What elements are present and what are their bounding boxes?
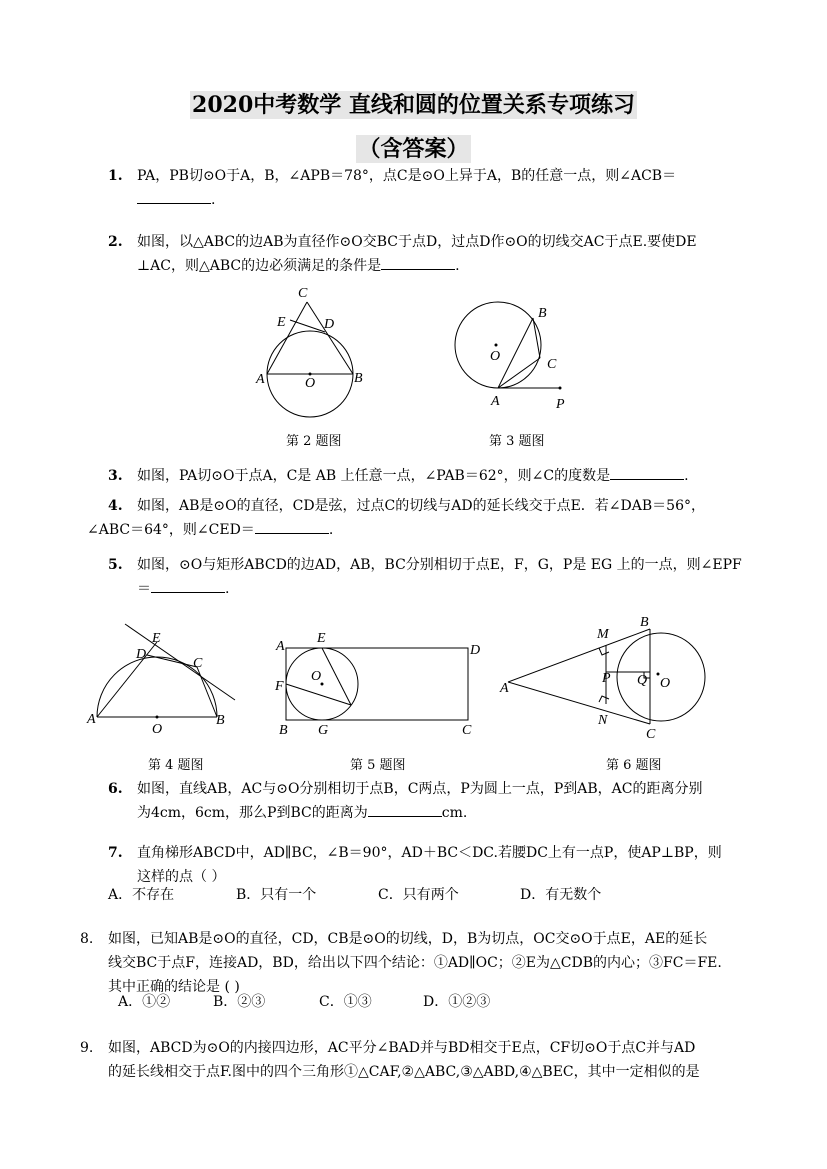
q8-options (118, 990, 490, 1014)
q3-number: 3. (108, 468, 123, 484)
fig3-chord-ac (498, 358, 540, 388)
fig5-line-ep (322, 648, 351, 705)
fig5-label-a: A (276, 639, 285, 654)
q4-number: 4. (108, 498, 123, 514)
fig2-label-e: E (277, 315, 286, 330)
figure-4 (85, 620, 245, 740)
q7-line2: 这样的点（ ） (137, 869, 226, 885)
figure-5 (275, 630, 490, 740)
q9-line2: 的延长线相交于点F.图中的四个三角形①△CAF,②△ABC,③△ABD,④△BEC，其中一定相似的是 (108, 1064, 700, 1080)
fig2-label-c: C (298, 286, 308, 301)
fig5-label-e: E (317, 631, 326, 646)
fig3-center-dot (495, 344, 498, 347)
q7-text (137, 841, 722, 889)
q7-number: 7. (108, 845, 123, 861)
q8-option-b[interactable]: B．②③ (213, 994, 266, 1010)
fig6-label-q: Q (637, 673, 648, 688)
q1-line1: PA，PB切⊙O于A，B，∠APB＝78°，点C是⊙O上异于A，B的任意一点，则∠ACB＝ (137, 168, 677, 184)
fig2-label-b: B (354, 371, 363, 386)
fig4-label-d: D (136, 647, 147, 662)
fig2-caption: 第 2 题图 (286, 434, 342, 449)
fig6-label-o: O (660, 676, 671, 691)
fig4-label-a: A (87, 712, 96, 727)
fig4-label-b: B (216, 713, 225, 728)
q1-number: 1. (108, 168, 123, 184)
page-title: 2020中考数学 直线和圆的位置关系专项练习 (192, 92, 635, 118)
fig2-label-a: A (256, 372, 265, 387)
fig6-label-n: N (598, 713, 608, 728)
q1-answer-blank[interactable] (137, 189, 211, 204)
fig2-label-o: O (305, 376, 316, 391)
fig6-label-p: P (602, 671, 611, 686)
fig4-label-o: O (152, 722, 163, 737)
q3-answer-blank[interactable] (610, 465, 684, 480)
q3-text (137, 464, 689, 488)
fig5-caption: 第 5 题图 (350, 758, 406, 773)
q5-line2: ＝ (137, 581, 151, 597)
fig2-side-bc (307, 302, 353, 374)
q8-line3: 其中正确的结论是 ( ) (108, 979, 240, 995)
q7-option-d[interactable]: D．有无数个 (520, 887, 602, 903)
fig6-label-b: B (640, 615, 649, 630)
fig6-label-a: A (500, 681, 509, 696)
q6-answer-blank[interactable] (368, 802, 442, 817)
q1-line2-end: . (211, 192, 216, 208)
q7-line1: 直角梯形ABCD中，AD∥BC，∠B＝90°，AD＋BC＜DC.若腰DC上有一点P，使AP⊥BP，则 (137, 845, 722, 861)
q6-number: 6. (108, 781, 123, 797)
q4-answer-blank[interactable] (255, 519, 329, 534)
figure-2 (250, 280, 370, 430)
q7-option-a[interactable]: A．不存在 (108, 887, 175, 903)
fig5-line-fp (286, 684, 351, 705)
q8-option-d[interactable]: D．①②③ (423, 994, 491, 1010)
fig5-rectangle (286, 648, 468, 720)
q8-line1: 如图，已知AB是⊙O的直径，CD，CB是⊙O的切线，D，B为切点，OC交⊙O于点E，AE的延长 (108, 931, 708, 947)
fig5-label-o: O (311, 669, 322, 684)
q9-number: 9. (80, 1040, 94, 1056)
fig5-label-c: C (462, 723, 472, 738)
fig3-label-c: C (547, 357, 557, 372)
fig5-label-g: G (318, 723, 329, 738)
fig3-label-a: A (491, 394, 500, 409)
q9-line1: 如图，ABCD为⊙O的内接四边形，AC平分∠BAD并与BD相交于E点，CF切⊙O于点C并与AD (108, 1040, 696, 1056)
q1-text (137, 164, 676, 212)
fig6-tangent-ab (508, 629, 650, 682)
q8-text (108, 927, 722, 999)
q3-line1: 如图，PA切⊙O于点A，C是 AB 上任意一点，∠PAB＝62°，则∠C的度数是 (137, 468, 611, 484)
q4-line2-wrap (87, 518, 333, 542)
q4-line1: 如图，AB是⊙O的直径，CD是弦，过点C的切线与AD的延长线交于点E．若∠DAB＝56°， (137, 498, 705, 514)
fig4-line-ae (97, 642, 157, 717)
q2-line1: 如图，以△ABC的边AB为直径作⊙O交BC于点D，过点D作⊙O的切线交AC于点E.要使DE (137, 234, 697, 250)
q6-line2-end: cm. (441, 805, 468, 821)
q2-answer-blank[interactable] (381, 255, 455, 270)
q8-option-a[interactable]: A．①② (118, 994, 171, 1010)
fig3-label-b: B (538, 306, 547, 321)
fig3-chord-bc (533, 318, 540, 358)
q6-text (137, 777, 703, 825)
q2-line2: ⊥AC，则△ABC的边必须满足的条件是 (137, 258, 382, 274)
q3-line1-end: . (684, 468, 689, 484)
q9-text (108, 1036, 700, 1084)
fig4-caption: 第 4 题图 (148, 758, 204, 773)
fig6-label-c: C (646, 727, 656, 742)
fig3-circle (455, 302, 541, 388)
fig6-right-angle-m (599, 648, 609, 655)
q7-options (108, 883, 601, 907)
q2-number: 2. (108, 234, 123, 250)
fig3-chord-ab (498, 318, 533, 388)
q4-line2-end: . (328, 522, 334, 538)
fig4-label-e: E (152, 631, 161, 646)
fig3-label-o: O (490, 349, 501, 364)
fig5-label-f: F (275, 679, 284, 694)
q8-line2: 线交BC于点F，连接AD，BD，给出以下四个结论：①AD∥OC；②E为△CDB的内心；③FC＝FE. (108, 955, 722, 971)
q2-text (137, 230, 697, 278)
fig6-tangent-ac (508, 682, 650, 724)
fig5-label-b: B (279, 723, 288, 738)
q6-line2: 为4cm，6cm，那么P到BC的距离为 (137, 805, 368, 821)
figure-3 (450, 300, 580, 415)
fig6-caption: 第 6 题图 (606, 758, 662, 773)
fig4-chord-bc (197, 667, 217, 717)
q5-text (137, 553, 742, 601)
q8-option-c[interactable]: C．①③ (319, 994, 372, 1010)
q4-line2: ∠ABC＝64°，则∠CED＝ (87, 522, 255, 538)
figure-6 (500, 612, 715, 747)
fig3-caption: 第 3 题图 (489, 434, 545, 449)
fig5-label-d: D (470, 643, 481, 658)
fig2-side-ac (267, 302, 307, 374)
q2-line2-end: . (455, 258, 460, 274)
q6-line1: 如图，直线AB，AC与⊙O分别相切于点B，C两点，P为圆上一点，P到AB，AC的距离分别 (137, 781, 703, 797)
fig6-label-m: M (597, 627, 609, 642)
fig4-center-dot (156, 716, 159, 719)
q5-number: 5. (108, 557, 123, 573)
page-subtitle: （含答案） (358, 136, 469, 162)
fig3-label-p: P (556, 397, 565, 412)
q8-number: 8. (80, 931, 94, 947)
q7-option-b[interactable]: B．只有一个 (236, 887, 317, 903)
q5-answer-blank[interactable] (151, 578, 225, 593)
q5-line2-end: . (225, 581, 230, 597)
fig4-label-c: C (193, 656, 203, 671)
q7-option-c[interactable]: C．只有两个 (378, 887, 459, 903)
fig3-point-p-dot (559, 387, 562, 390)
q5-line1: 如图，⊙O与矩形ABCD的边AD，AB，BC分别相切于点E，F，G，P是 EG 上的一点，则∠EPF (137, 557, 742, 573)
fig6-right-angle-n (599, 696, 609, 702)
fig2-label-d: D (324, 317, 335, 332)
